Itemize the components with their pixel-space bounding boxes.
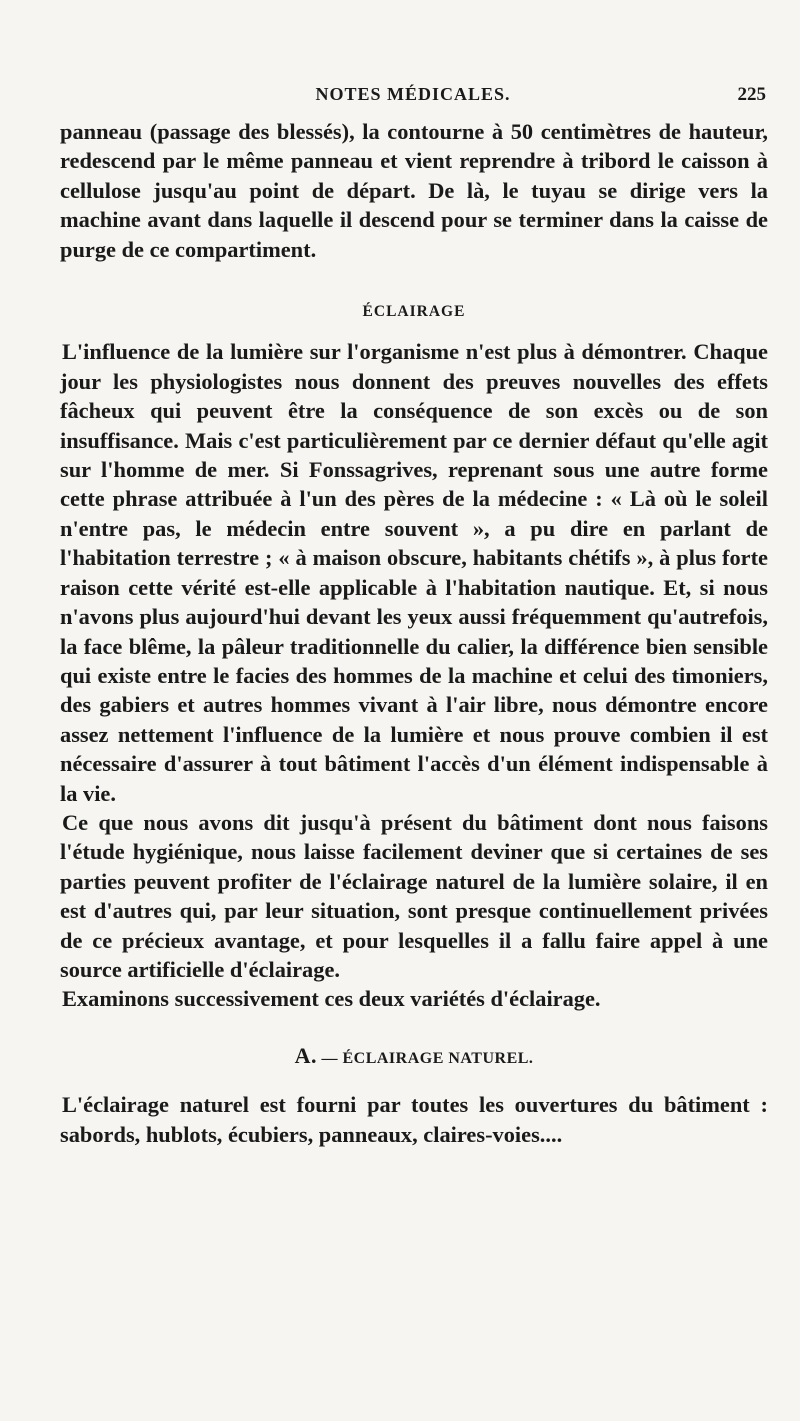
- paragraph-natural-lighting: L'éclairage naturel est fourni par toutes les ouvertures du bâtiment : sabords, hublots, écubiers, panneaux, claires-voies....: [60, 1092, 768, 1147]
- page-header: [60, 84, 766, 114]
- body-text: [60, 117, 768, 1149]
- sub-heading: [60, 1041, 768, 1073]
- page-number: 225: [737, 84, 766, 105]
- running-title: NOTES MÉDICALES.: [315, 84, 511, 104]
- section-heading: ÉCLAIRAGE: [362, 303, 466, 321]
- paragraph-ship-lighting: Ce que nous avons dit jusqu'à présent du bâtiment dont nous faisons l'étude hygiénique, nous laisse facilement deviner que si certaines de ses parties peuvent profiter de l'éclairage naturel de la lumière solaire, il en est d'autres qui, par leur situation, sont presque continuellement privées de ce précieux avantage, et pour lesquelles il a fallu faire appel à une source artificielle d'éclairage.: [60, 809, 768, 982]
- sub-heading-title: — ÉCLAIRAGE NATUREL.: [321, 1049, 534, 1067]
- paragraph-examine: Examinons successivement ces deux variétés d'éclairage.: [62, 986, 601, 1012]
- paragraph-light-influence: L'influence de la lumière sur l'organisme n'est plus à démontrer. Chaque jour les physiologistes nous donnent des preuves nouvelles des effets fâcheux qui peuvent être la conséquence de son excès ou de son insuffisance. Mais c'est particulièrement par ce dernier défaut qu'elle agit sur l'homme de mer. Si Fonssagrives, reprenant sous une autre forme cette phrase attribuée à l'un des pères de la médecine : « Là où le soleil n'entre pas, le médecin entre souvent », a pu dire en parlant de l'habitation terrestre ; « à maison obscure, habitants chétifs », à plus forte raison cette vérité est-elle applicable à l'habitation nautique. Et, si nous n'avons plus aujourd'hui devant les yeux aussi fréquemment qu'autrefois, la face blême, la pâleur traditionnelle du calier, la différence bien sensible qui existe entre le facies des hommes de la machine et celui des timoniers, des gabiers et autres hommes vivant à l'air libre, nous démontre encore assez nettement l'influence de la lumière et nous prouve combien il est nécessaire d'assurer à tout bâtiment l'accès d'un élément indispensable à la vie.: [60, 339, 768, 806]
- sub-heading-letter: A.: [294, 1042, 317, 1068]
- paragraph-continuation: panneau (passage des blessés), la contourne à 50 centimètres de hauteur, redescend par le même panneau et vient reprendre à tribord le caisson à cellulose jusqu'au point de départ. De là, le tuyau se dirige vers la machine avant dans laquelle il descend pour se terminer dans la caisse de purge de ce compartiment.: [60, 119, 768, 262]
